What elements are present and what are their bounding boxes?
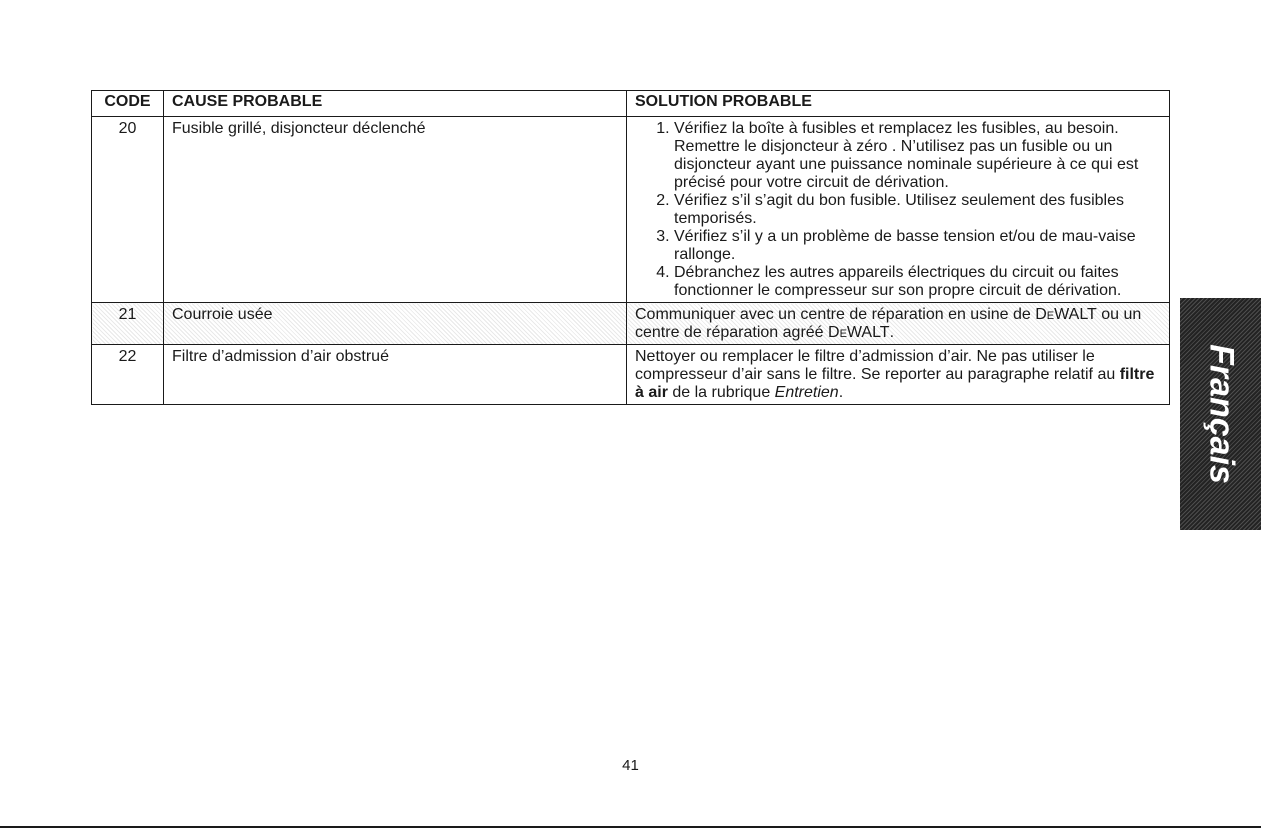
- row-cause: Fusible grillé, disjoncteur déclenché: [164, 117, 627, 303]
- solution-text: Communiquer avec un centre de réparation en usine de: [635, 306, 1036, 323]
- header-code: CODE: [92, 91, 164, 117]
- page-number: 41: [622, 757, 639, 774]
- row-code: 20: [92, 117, 164, 303]
- row-code: 21: [92, 303, 164, 345]
- solution-text: de la rubrique: [667, 384, 775, 401]
- table-row: [92, 117, 1170, 303]
- brand-name: DeWALT: [1035, 306, 1097, 323]
- row-solution: [627, 117, 1170, 303]
- row-cause: Filtre d’admission d’air obstrué: [164, 345, 627, 405]
- troubleshooting-table: [91, 90, 1170, 405]
- language-tab: [1180, 298, 1261, 530]
- solution-steps-list: [635, 120, 1163, 300]
- brand-name: DeWALT: [828, 324, 890, 341]
- solution-text: Nettoyer ou remplacer le filtre d’admission d’air. Ne pas utiliser le compresseur d’air sans le filtre. Se reporter au paragraphe relatif au: [635, 348, 1120, 383]
- bottom-divider: [0, 826, 1261, 828]
- header-cause: CAUSE PROBABLE: [164, 91, 627, 117]
- solution-step: 4. Débranchez les autres appareils électriques du circuit ou faites fonctionner le compresseur sur son propre circuit de dérivation.: [674, 264, 1163, 300]
- header-solution: SOLUTION PROBABLE: [627, 91, 1170, 117]
- solution-step: 3. Vérifiez s’il y a un problème de basse tension et/ou de mau-vaise rallonge.: [674, 228, 1163, 264]
- row-solution: [627, 303, 1170, 345]
- table-row: [92, 303, 1170, 345]
- solution-text: .: [838, 384, 844, 401]
- language-tab-label: Français: [1202, 344, 1240, 484]
- row-cause: Courroie usée: [164, 303, 627, 345]
- solution-step: 2. Vérifiez s’il s’agit du bon fusible. Utilisez seulement des fusibles temporisés.: [674, 192, 1163, 228]
- row-solution: [627, 345, 1170, 405]
- table-row: [92, 345, 1170, 405]
- solution-text: .: [889, 324, 895, 341]
- solution-step: 1. Vérifiez la boîte à fusibles et remplacez les fusibles, au besoin. Remettre le disjoncteur à zéro . N’utilisez pas un fusible ou un disjoncteur ayant une puissance nominale supérieure à ce qui est précisé pour votre circuit de dérivation.: [674, 120, 1163, 192]
- solution-text: ou un centre de réparation agréé: [635, 306, 1142, 341]
- solution-italic-term: Entretien: [774, 384, 839, 401]
- solution-bold-term: filtre à air: [635, 366, 1155, 401]
- table-header-row: [92, 91, 1170, 117]
- row-code: 22: [92, 345, 164, 405]
